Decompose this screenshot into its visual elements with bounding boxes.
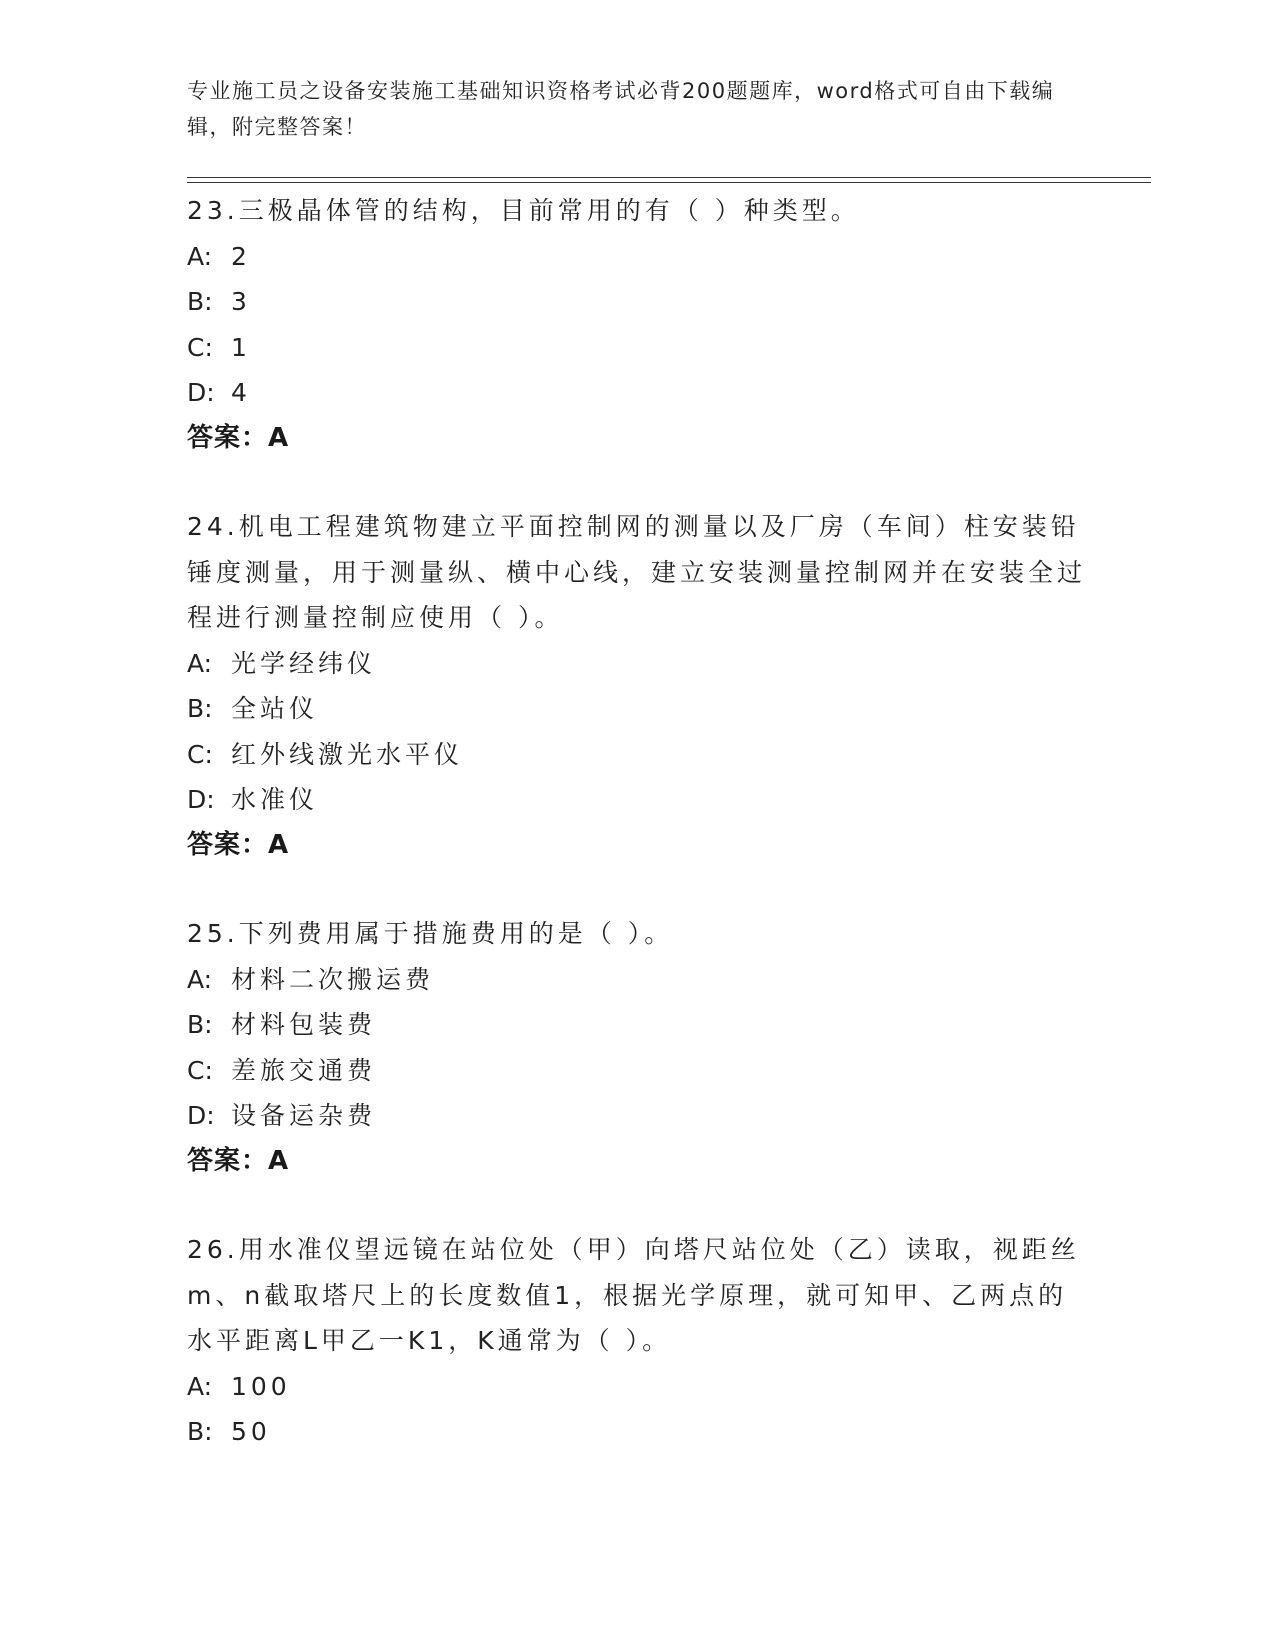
question-text: 23.三极晶体管的结构，目前常用的有（ ）种类型。 — [187, 196, 860, 225]
option-label: B: — [187, 1417, 213, 1446]
question-23 — [187, 188, 1087, 461]
option-text: 50 — [231, 1417, 271, 1446]
question-text: 24.机电工程建筑物建立平面控制网的测量以及厂房（车间）柱安装铅锤度测量，用于测量纵、横中心线，建立安装测量控制网并在安装全过程进行测量控制应使用（ ）。 — [187, 512, 1087, 632]
option-label: B: — [187, 1010, 213, 1039]
option-a — [187, 1364, 1087, 1410]
option-text: 差旅交通费 — [231, 1055, 377, 1085]
answer-line: 答案：A — [187, 829, 290, 860]
header-divider-bottom — [187, 182, 1151, 183]
question-text: 25.下列费用属于措施费用的是（ ）。 — [187, 919, 674, 948]
option-text: 材料包装费 — [231, 1010, 377, 1039]
question-26 — [187, 1227, 1087, 1455]
option-text: 水准仪 — [231, 785, 319, 814]
option-label: D: — [187, 785, 215, 814]
option-b — [187, 686, 1087, 732]
option-b — [187, 279, 1087, 325]
option-label: A: — [187, 648, 213, 678]
question-list — [187, 188, 1087, 1498]
option-label: C: — [187, 1055, 213, 1085]
answer-line: 答案：A — [187, 422, 290, 453]
option-text: 全站仪 — [231, 694, 319, 723]
option-text: 2 — [231, 241, 251, 271]
option-c — [187, 1048, 1087, 1094]
option-text: 100 — [231, 1371, 291, 1401]
option-text: 光学经纬仪 — [231, 648, 377, 678]
option-label: B: — [187, 694, 213, 723]
option-label: B: — [187, 287, 213, 316]
option-text: 3 — [231, 287, 251, 316]
option-text: 1 — [231, 332, 251, 362]
option-a — [187, 957, 1087, 1003]
option-label: D: — [187, 378, 215, 407]
option-text: 4 — [231, 378, 251, 407]
option-a — [187, 234, 1087, 280]
option-text: 材料二次搬运费 — [231, 964, 435, 994]
question-24 — [187, 504, 1087, 868]
option-label: A: — [187, 241, 213, 271]
option-b — [187, 1002, 1087, 1048]
option-d — [187, 1093, 1087, 1139]
header-divider-top — [187, 177, 1151, 178]
option-label: C: — [187, 739, 213, 769]
option-c — [187, 732, 1087, 778]
question-25 — [187, 911, 1087, 1184]
answer-line: 答案：A — [187, 1145, 290, 1176]
option-d — [187, 370, 1087, 416]
option-label: A: — [187, 964, 213, 994]
document-header: 专业施工员之设备安装施工基础知识资格考试必背200题题库，word格式可自由下载编辑，附完整答案！ — [187, 79, 1055, 139]
option-d — [187, 777, 1087, 823]
option-label: A: — [187, 1371, 213, 1401]
option-text: 设备运杂费 — [231, 1101, 377, 1130]
option-a — [187, 641, 1087, 687]
question-text: 26.用水准仪望远镜在站位处（甲）向塔尺站位处（乙）读取，视距丝m、n截取塔尺上的长度数值1，根据光学原理，就可知甲、乙两点的水平距离L甲乙一K1，K通常为（ ）。 — [187, 1235, 1080, 1355]
option-label: D: — [187, 1101, 215, 1130]
option-text: 红外线激光水平仪 — [231, 739, 464, 769]
option-b — [187, 1409, 1087, 1455]
option-c — [187, 325, 1087, 371]
option-label: C: — [187, 332, 213, 362]
